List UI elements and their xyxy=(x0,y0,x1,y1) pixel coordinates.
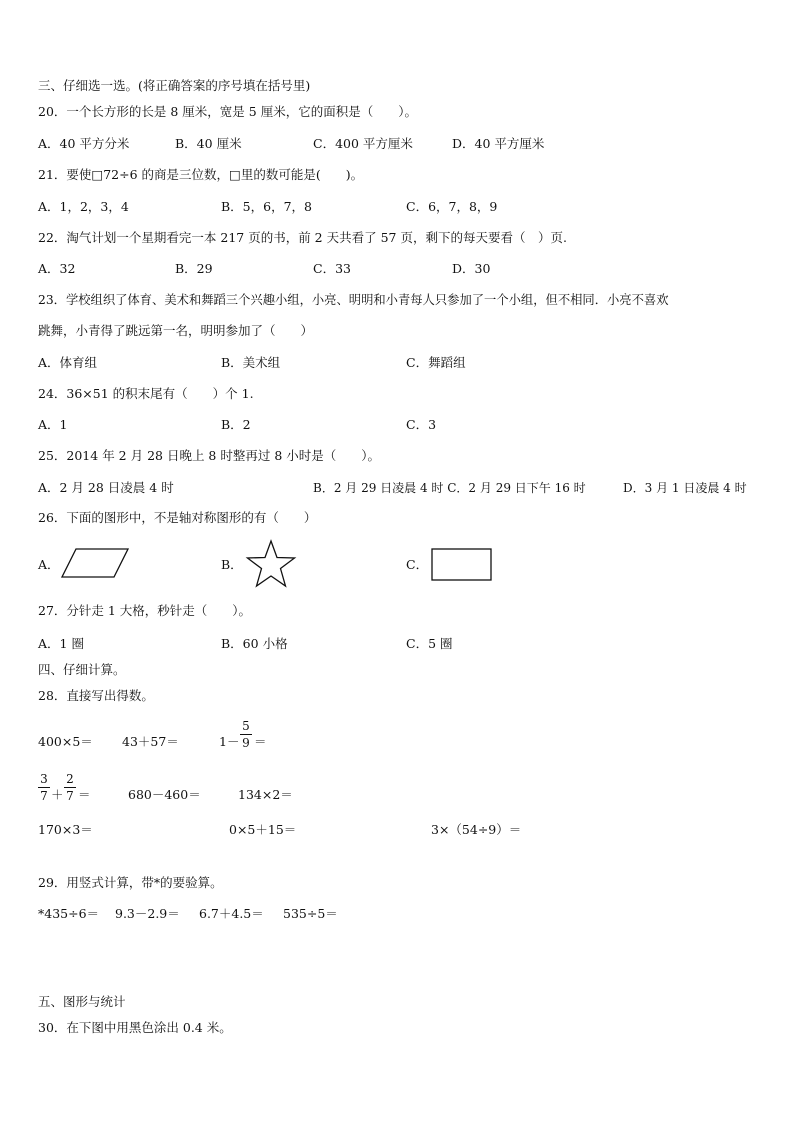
q21-option-c: C．6，7，8，9 xyxy=(406,199,498,214)
q29-item-9.3minus2.9: 9.3－2.9＝ xyxy=(115,906,180,921)
rectangle-shape xyxy=(430,547,494,583)
q28-item-400x5: 400×5＝ xyxy=(38,734,93,749)
q23-stem-line-1: 23．学校组织了体育、美术和舞蹈三个兴趣小组，小亮、明明和小青每人只参加了一个小组，但不相同．小亮不喜欢 xyxy=(38,293,669,307)
q23-option-b: B．美术组 xyxy=(221,355,281,370)
q28-item-134x2: 134×2＝ xyxy=(238,787,293,802)
q28-fraction-2-7: 2 7 xyxy=(64,772,76,803)
q27-option-b: B．60 小格 xyxy=(221,636,288,651)
q22-stem: 22．淘气计划一个星期看完一本 217 页的书，前 2 天共看了 57 页，剩下的每天要看（ ）页. xyxy=(38,230,567,245)
q28-item-170x3: 170×3＝ xyxy=(38,822,93,837)
q29-item-535div5: 535÷5＝ xyxy=(283,906,338,921)
section-3-title: 三、仔细选一选。(将正确答案的序号填在括号里) xyxy=(38,78,311,93)
q28-stem: 28．直接写出得数。 xyxy=(38,688,154,703)
q28-fraction-3-7: 3 7 xyxy=(38,772,50,803)
q28-item-1minus: 1－ xyxy=(219,734,240,749)
star-shape xyxy=(245,539,297,589)
q26-option-a: A． xyxy=(38,557,60,572)
q24-option-a: A．1 xyxy=(38,417,68,432)
q22-option-b: B．29 xyxy=(175,261,213,276)
q22-option-c: C．33 xyxy=(313,261,351,276)
q29-item-435div6: *435÷6＝ xyxy=(38,906,100,921)
q21-option-b: B．5，6，7，8 xyxy=(221,199,312,214)
q21-option-a: A．1，2，3，4 xyxy=(38,199,129,214)
q30-stem: 30．在下图中用黑色涂出 0.4 米。 xyxy=(38,1020,232,1035)
q28-item-680minus460: 680－460＝ xyxy=(128,787,201,802)
section-5-title: 五、图形与统计 xyxy=(38,994,126,1009)
q23-option-c: C．舞蹈组 xyxy=(406,355,466,370)
q28-item-1minus-equals: ＝ xyxy=(254,734,267,749)
q22-option-d: D．30 xyxy=(452,261,491,276)
q28-item-43plus57: 43＋57＝ xyxy=(122,734,179,749)
q20-option-b: B．40 厘米 xyxy=(175,136,242,151)
q25-option-d: D．3 月 1 日凌晨 4 时 xyxy=(623,481,747,495)
q28-fraction-plus-sign: ＋ xyxy=(51,787,64,802)
q20-option-d: D．40 平方厘米 xyxy=(452,136,545,151)
q21-stem: 21．要使□72÷6 的商是三位数，□里的数可能是( )。 xyxy=(38,167,364,182)
q23-stem-line-2: 跳舞，小青得了跳远第一名，明明参加了（ ） xyxy=(38,323,314,338)
q24-stem: 24．36×51 的积末尾有（ ）个 1. xyxy=(38,386,254,401)
q28-item-0x5plus15: 0×5＋15＝ xyxy=(229,822,297,837)
q26-option-c: C． xyxy=(406,557,429,572)
q20-option-c: C．400 平方厘米 xyxy=(313,136,413,151)
q25-option-a: A．2 月 28 日凌晨 4 时 xyxy=(38,480,174,495)
q24-option-c: C．3 xyxy=(406,417,437,432)
q25-stem: 25．2014 年 2 月 28 日晚上 8 时整再过 8 小时是（ ）。 xyxy=(38,448,380,463)
q20-stem: 20．一个长方形的长是 8 厘米，宽是 5 厘米，它的面积是（ ）。 xyxy=(38,104,417,119)
q28-fraction-sum-equals: ＝ xyxy=(78,787,91,802)
q23-option-a: A．体育组 xyxy=(38,355,98,370)
q26-option-b: B． xyxy=(221,557,243,572)
q29-stem: 29．用竖式计算，带*的要验算。 xyxy=(38,875,223,890)
q26-stem: 26．下面的图形中，不是轴对称图形的有（ ） xyxy=(38,510,317,525)
q20-option-a: A．40 平方分米 xyxy=(38,136,130,151)
q24-option-b: B．2 xyxy=(221,417,251,432)
q22-option-a: A．32 xyxy=(38,261,76,276)
q28-item-3x54div9: 3×（54÷9）＝ xyxy=(431,822,522,837)
section-4-title: 四、仔细计算。 xyxy=(38,662,126,677)
q27-stem: 27．分针走 1 大格，秒针走（ ）。 xyxy=(38,603,252,618)
q27-option-c: C．5 圈 xyxy=(406,636,453,651)
q27-option-a: A．1 圈 xyxy=(38,636,84,651)
q25-option-b-c: B．2 月 29 日凌晨 4 时 C．2 月 29 日下午 16 时 xyxy=(313,481,586,495)
q29-item-6.7plus4.5: 6.7＋4.5＝ xyxy=(199,906,264,921)
parallelogram-shape xyxy=(60,547,130,579)
q28-fraction-5-9: 5 9 xyxy=(240,719,252,750)
